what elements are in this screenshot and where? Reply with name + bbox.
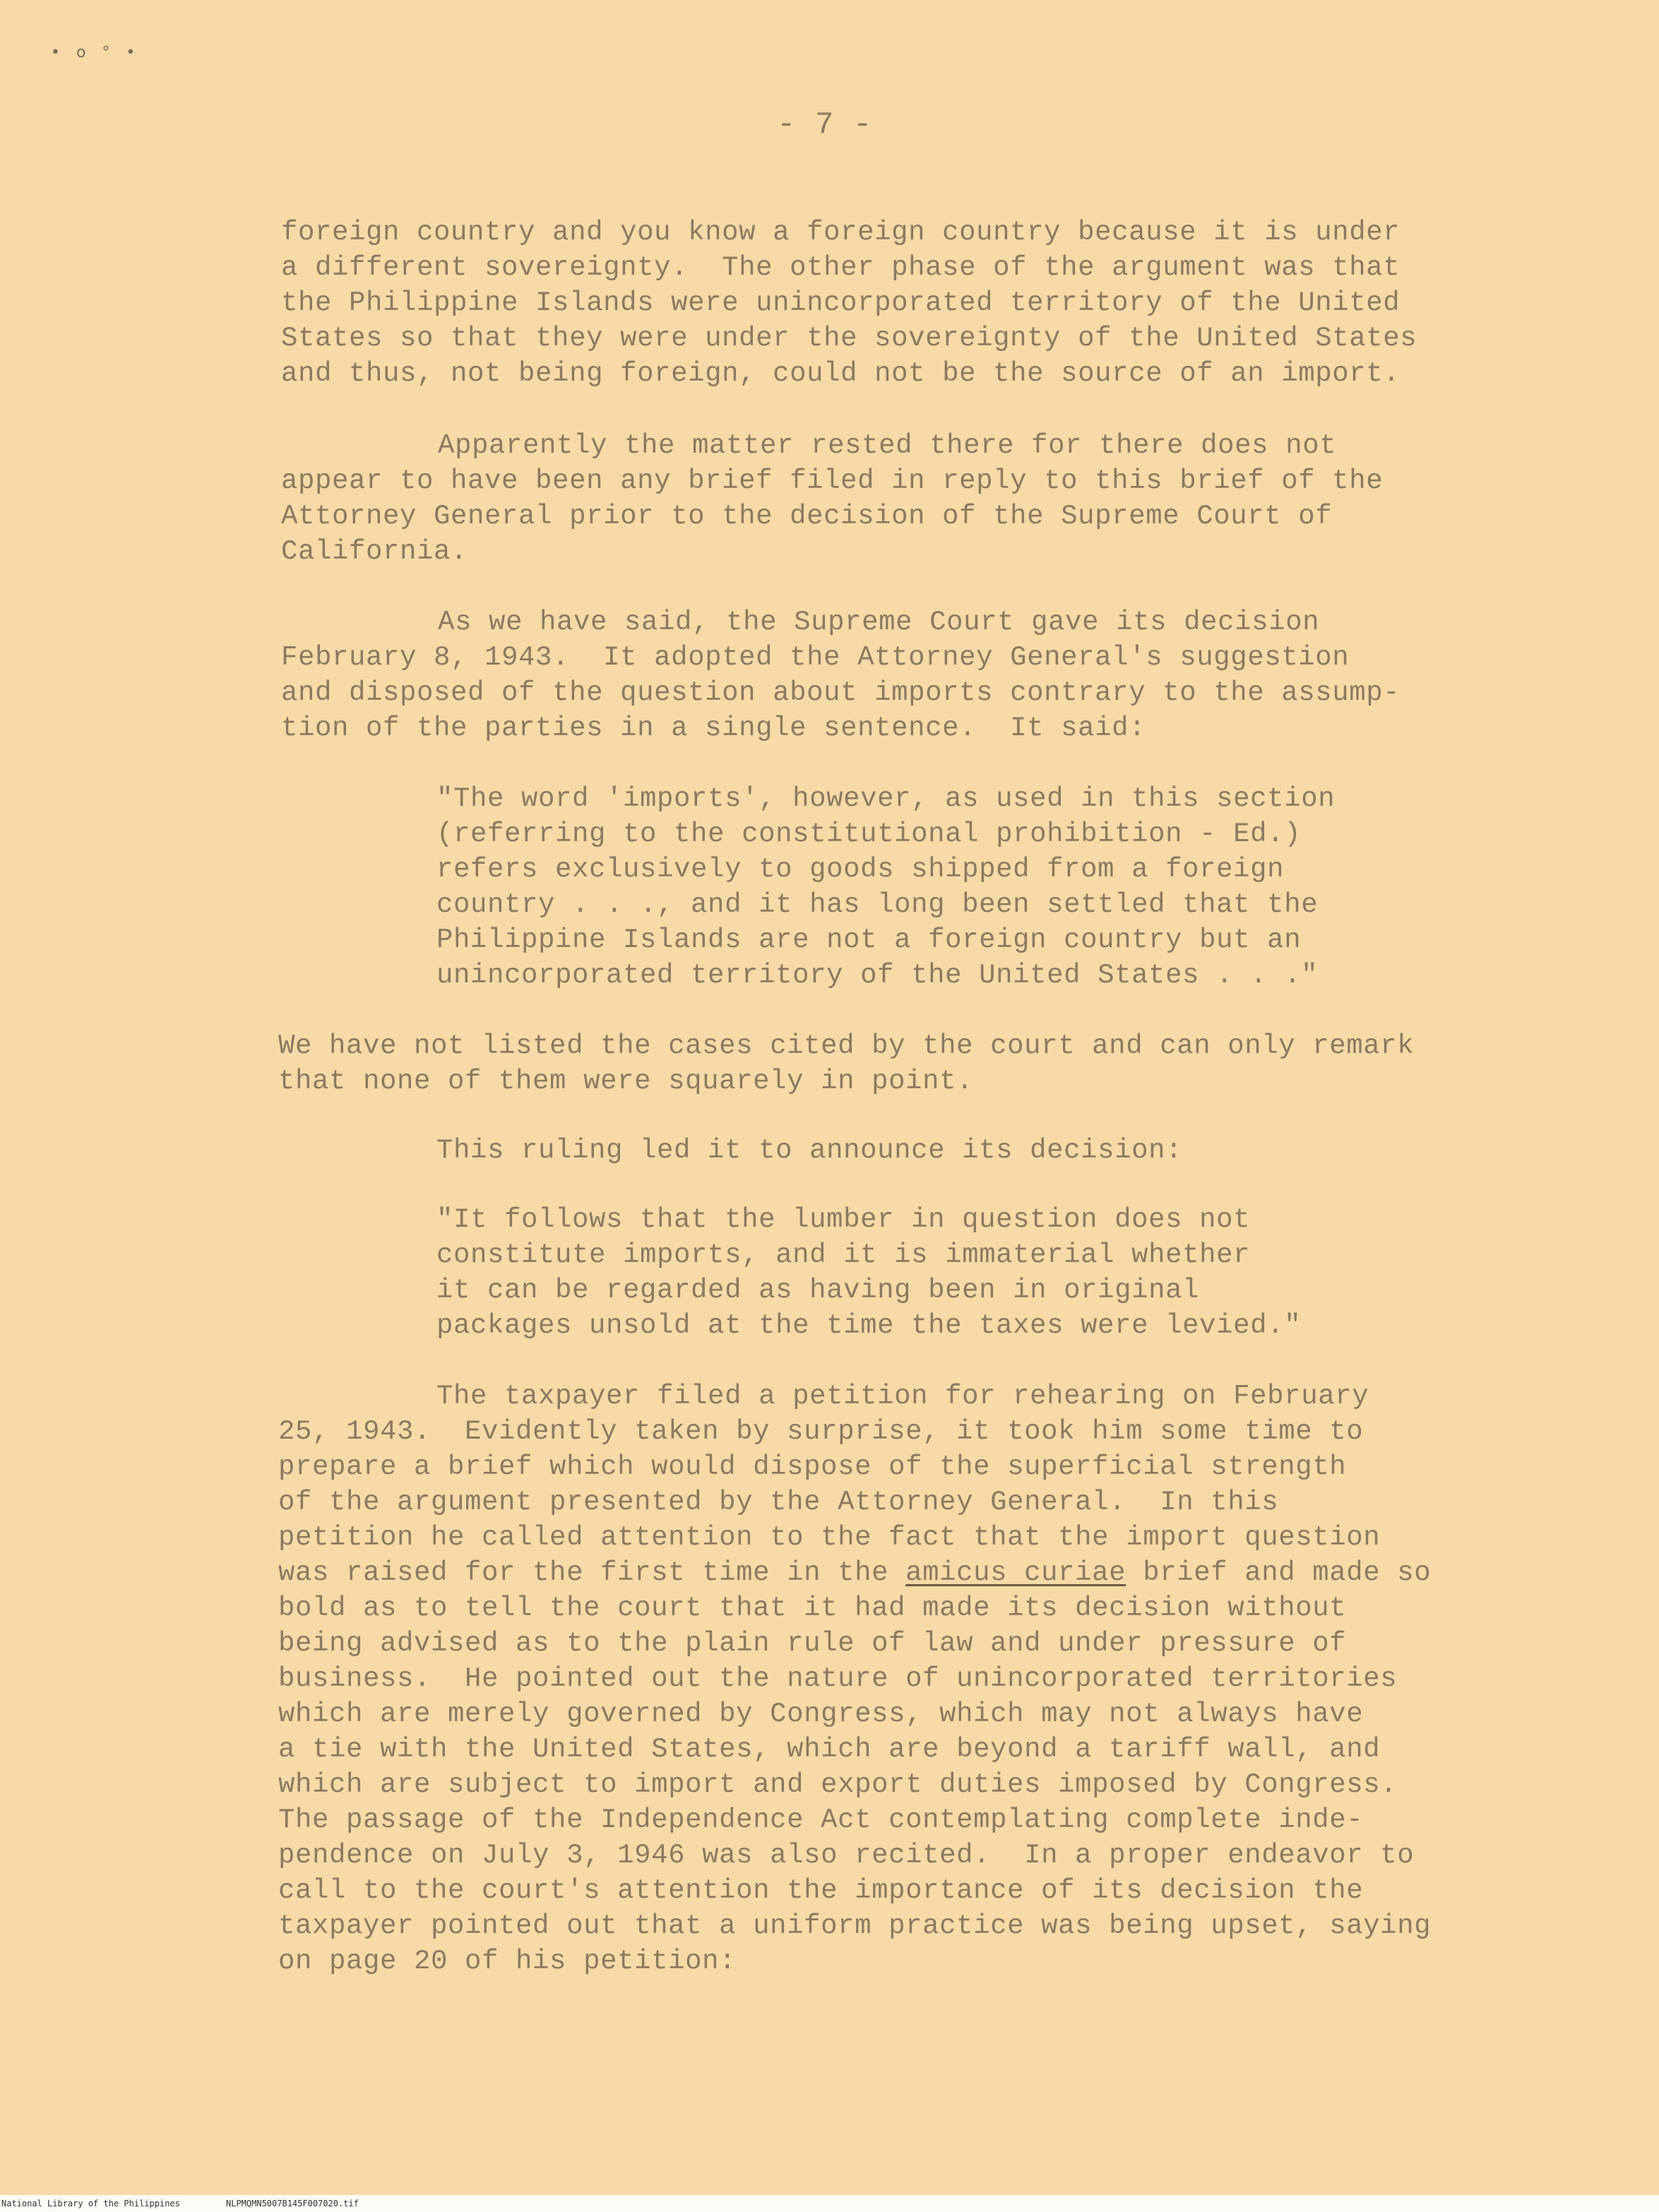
text-line: call to the court's attention the importance of its decision the [278, 1875, 1364, 1906]
text-line: This ruling led it to announce its decision: [436, 1135, 1183, 1166]
scan-footer [0, 2195, 1659, 2212]
text-line: that none of them were squarely in point. [278, 1066, 974, 1097]
quote-line: "The word 'imports', however, as used in this section [436, 783, 1336, 814]
quote-line: refers exclusively to goods shipped from a foreign [436, 854, 1285, 885]
page-number: - 7 - [777, 107, 873, 143]
quote-line: "It follows that the lumber in question does not [436, 1204, 1251, 1235]
text-line: As we have said, the Supreme Court gave its decision [438, 607, 1320, 638]
text-line: The passage of the Independence Act contemplating complete inde- [278, 1804, 1364, 1836]
text-segment: was raised for the first time in the [278, 1557, 906, 1588]
text-line: Apparently the matter rested there for there does not [438, 430, 1337, 461]
footer-source: National Library of the Philippines [1, 2199, 180, 2208]
text-line: business. He pointed out the nature of unincorporated territories [278, 1663, 1398, 1694]
text-line: petition he called attention to the fact that the import question [278, 1522, 1381, 1553]
quote-line: unincorporated territory of the United States . . ." [436, 960, 1319, 991]
text-line: bold as to tell the court that it had made its decision without [278, 1593, 1347, 1624]
quote-line: it can be regarded as having been in original [436, 1275, 1200, 1306]
text-line: tion of the parties in a single sentence. It said: [281, 713, 1146, 744]
text-line-with-underline [278, 1555, 1431, 1590]
text-line: being advised as to the plain rule of law and under pressure of [278, 1628, 1347, 1659]
quote-line: (referring to the constitutional prohibition - Ed.) [436, 819, 1302, 850]
text-line: of the argument presented by the Attorney General. In this [278, 1487, 1279, 1518]
text-line: prepare a brief which would dispose of the superficial strength [278, 1451, 1347, 1482]
corner-ink-marks: • o ° • [51, 44, 141, 61]
text-line: taxpayer pointed out that a uniform practice was being upset, saying [278, 1910, 1432, 1942]
text-line: February 8, 1943. It adopted the Attorney General's suggestion [281, 642, 1350, 673]
text-line: a tie with the United States, which are beyond a tariff wall, and [278, 1734, 1381, 1765]
text-line: a different sovereignty. The other phase of the argument was that [281, 252, 1401, 283]
text-line: and disposed of the question about imports contrary to the assump- [281, 677, 1401, 708]
quote-line: Philippine Islands are not a foreign country but an [436, 924, 1302, 956]
text-line: which are subject to import and export duties imposed by Congress. [278, 1769, 1398, 1800]
text-line: The taxpayer filed a petition for rehearing on February [436, 1381, 1369, 1412]
text-line: foreign country and you know a foreign country because it is under [281, 217, 1401, 248]
quote-line: constitute imports, and it is immaterial whether [436, 1239, 1251, 1271]
text-line: Attorney General prior to the decision of the Supreme Court of [281, 501, 1333, 532]
text-line: the Philippine Islands were unincorporated territory of the United [281, 287, 1401, 319]
quote-line: country . . ., and it has long been settled that the [436, 889, 1319, 920]
text-line: We have not listed the cases cited by the court and can only remark [278, 1030, 1415, 1062]
text-line: California. [281, 536, 468, 567]
text-line: pendence on July 3, 1946 was also recited. In a proper endeavor to [278, 1840, 1415, 1871]
text-line: and thus, not being foreign, could not be the source of an import. [281, 358, 1401, 389]
text-segment: brief and made so [1126, 1557, 1432, 1588]
footer-filename: NLPMQMN5007B145F007020.tif [226, 2199, 359, 2208]
text-line: States so that they were under the sovereignty of the United States [281, 323, 1417, 354]
text-line: on page 20 of his petition: [278, 1946, 737, 1977]
text-line: appear to have been any brief filed in reply to this brief of the [281, 465, 1384, 496]
text-line: 25, 1943. Evidently taken by surprise, it took him some time to [278, 1416, 1364, 1447]
quote-line: packages unsold at the time the taxes were levied." [436, 1310, 1302, 1341]
text-line: which are merely governed by Congress, which may not always have [278, 1699, 1364, 1730]
underlined-term: amicus curiae [905, 1557, 1126, 1588]
